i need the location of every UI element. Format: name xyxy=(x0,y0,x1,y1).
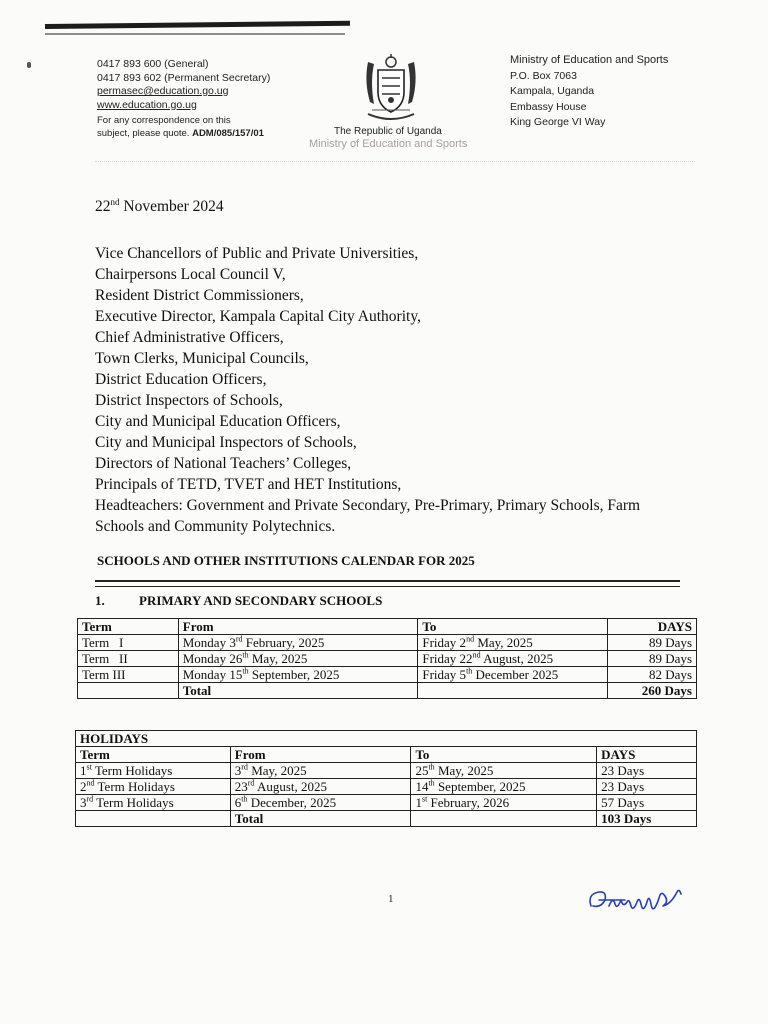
ordinal: th xyxy=(466,666,473,676)
addressee-line: Principals of TETD, TVET and HET Institutions, xyxy=(95,476,402,493)
ordinal: nd xyxy=(472,650,481,660)
from-text: February, 2025 xyxy=(242,635,325,650)
to-text: Friday 2 xyxy=(422,635,467,650)
addressee-line: City and Municipal Education Officers, xyxy=(95,413,341,430)
to-cell xyxy=(411,779,597,795)
total-label: Total xyxy=(178,683,418,699)
addressee-line: Chairpersons Local Council V, xyxy=(95,266,286,283)
phone-general: 0417 893 600 (General) xyxy=(97,58,209,70)
from-text: Monday 15 xyxy=(182,667,243,682)
website-link[interactable]: www.education.go.ug xyxy=(97,98,197,111)
from-text: Monday 3 xyxy=(182,635,236,650)
letterhead-bar-shadow xyxy=(45,33,345,35)
from-cell xyxy=(230,763,411,779)
term-cell: Term II xyxy=(78,651,179,667)
phone-permanent-secretary: 0417 893 602 (Permanent Secretary) xyxy=(97,71,271,84)
date-day: 22 xyxy=(95,198,111,215)
addressee-line: Chief Administrative Officers, xyxy=(95,329,284,346)
ordinal: th xyxy=(428,778,435,788)
section-number: 1. xyxy=(95,593,105,608)
to-text: May, 2025 xyxy=(434,763,494,778)
from-text: September, 2025 xyxy=(248,667,340,682)
term-cell xyxy=(76,779,231,795)
addressee-line: Resident District Commissioners, xyxy=(95,287,304,304)
holidays-caption: HOLIDAYS xyxy=(76,731,697,747)
calendar-title: SCHOOLS AND OTHER INSTITUTIONS CALENDAR FOR 2025 xyxy=(97,553,475,568)
date-suffix: nd xyxy=(110,196,120,207)
email-link[interactable]: permasec@education.go.ug xyxy=(97,85,229,97)
address-line: Embassy House xyxy=(510,100,587,113)
to-text: May, 2025 xyxy=(474,635,533,650)
addressee-list xyxy=(95,243,705,537)
addressee-line: District Education Officers, xyxy=(95,371,267,388)
from-cell xyxy=(178,635,418,651)
term-cell xyxy=(76,795,231,811)
column-header: DAYS xyxy=(597,747,697,763)
term-cell xyxy=(76,763,231,779)
addressee-line: Town Clerks, Municipal Councils, xyxy=(95,350,309,367)
to-text: February, 2026 xyxy=(427,795,510,810)
to-cell xyxy=(411,763,597,779)
letterhead-bar xyxy=(45,21,350,29)
terms-table xyxy=(77,618,697,699)
reference-number: ADM/085/157/01 xyxy=(192,127,264,139)
table-row xyxy=(78,651,697,667)
to-cell xyxy=(418,651,608,667)
address-line: P.O. Box 7063 xyxy=(510,69,577,82)
addressee-line: Executive Director, Kampala Capital City Authority, xyxy=(95,308,421,325)
ordinal: st xyxy=(86,762,92,772)
to-text: Friday 5 xyxy=(422,667,467,682)
republic-label: The Republic of Uganda xyxy=(334,126,442,137)
ministry-address-block xyxy=(510,53,668,131)
ordinal: th xyxy=(242,650,249,660)
to-text: 1 xyxy=(415,795,422,810)
ordinal: th xyxy=(428,762,435,772)
to-text: 14 xyxy=(415,779,429,794)
table-header-row xyxy=(76,747,697,763)
ordinal: st xyxy=(421,794,428,804)
from-cell xyxy=(230,779,411,795)
table-row xyxy=(78,667,697,683)
ordinal: nd xyxy=(86,778,95,788)
column-header: From xyxy=(178,619,418,635)
table-row xyxy=(78,635,697,651)
total-label: Total xyxy=(230,811,411,827)
term-text: Term Holidays xyxy=(93,795,174,810)
to-text: 25 xyxy=(415,763,429,778)
ordinal: rd xyxy=(235,634,243,644)
total-days: 103 Days xyxy=(597,811,697,827)
total-row xyxy=(76,811,697,827)
from-text: August, 2025 xyxy=(254,779,328,794)
total-row xyxy=(78,683,697,699)
addressee-line: City and Municipal Inspectors of Schools, xyxy=(95,434,357,451)
to-text: Friday 22 xyxy=(422,651,473,666)
title-double-rule xyxy=(95,580,680,587)
address-line: King George VI Way xyxy=(510,116,606,128)
total-days: 260 Days xyxy=(608,683,697,699)
addressee-line: Vice Chancellors of Public and Private Universities, xyxy=(95,245,419,262)
from-text: Monday 26 xyxy=(182,651,243,666)
days-cell: 82 Days xyxy=(608,667,697,683)
holidays-table xyxy=(75,730,697,827)
term-text: Term Holidays xyxy=(94,779,175,794)
punch-mark xyxy=(27,62,31,68)
addressee-line: Directors of National Teachers’ Colleges, xyxy=(95,455,352,472)
empty-cell xyxy=(78,683,179,699)
quote-prefix: subject, please quote. xyxy=(97,127,193,139)
ordinal: th xyxy=(242,666,249,676)
empty-cell xyxy=(418,683,608,699)
column-header: To xyxy=(411,747,597,763)
contact-block xyxy=(97,58,270,140)
from-cell xyxy=(230,795,411,811)
term-cell: Term III xyxy=(78,667,179,683)
from-text: 6 xyxy=(234,795,242,810)
from-text: May, 2025 xyxy=(247,763,307,778)
ordinal: th xyxy=(241,794,248,804)
column-header: Term xyxy=(76,747,231,763)
to-text: December 2025 xyxy=(472,667,559,682)
column-header: From xyxy=(230,747,411,763)
to-cell xyxy=(418,635,608,651)
from-text: 23 xyxy=(234,779,248,794)
ministry-faint-label: Ministry of Education and Sports xyxy=(309,138,468,150)
ordinal: rd xyxy=(247,778,255,788)
days-cell: 57 Days xyxy=(597,795,697,811)
from-cell xyxy=(178,667,418,683)
empty-cell xyxy=(76,811,231,827)
section-heading xyxy=(95,593,382,609)
page-number: 1 xyxy=(388,893,394,905)
days-cell: 23 Days xyxy=(597,779,697,795)
addressee-line: Schools and Community Polytechnics. xyxy=(95,518,336,535)
ordinal: rd xyxy=(241,762,248,772)
table-row xyxy=(76,763,697,779)
from-text: 3 xyxy=(234,763,242,778)
term-text: Term Holidays xyxy=(91,763,173,778)
term-text: 2 xyxy=(80,779,87,794)
date-rest: November 2024 xyxy=(119,198,224,215)
ordinal: rd xyxy=(86,794,94,804)
quote-instruction xyxy=(97,115,270,140)
signature-icon xyxy=(585,880,685,920)
empty-cell xyxy=(411,811,597,827)
to-text: September, 2025 xyxy=(434,779,526,794)
days-cell: 23 Days xyxy=(597,763,697,779)
term-text: 3 xyxy=(80,795,87,810)
to-cell xyxy=(418,667,608,683)
to-cell xyxy=(411,795,597,811)
from-cell xyxy=(178,651,418,667)
ordinal: nd xyxy=(466,634,475,644)
address-line: Kampala, Uganda xyxy=(510,85,595,97)
table-header-row xyxy=(78,619,697,635)
table-row xyxy=(76,779,697,795)
addressee-line: District Inspectors of Schools, xyxy=(95,392,283,409)
coat-of-arms-icon xyxy=(360,52,422,124)
table-row xyxy=(76,795,697,811)
column-header: DAYS xyxy=(608,619,697,635)
ministry-title: Ministry of Education and Sports xyxy=(510,54,669,66)
from-text: December, 2025 xyxy=(247,795,337,810)
header-divider xyxy=(95,161,695,162)
column-header: Term xyxy=(78,619,179,635)
to-text: August, 2025 xyxy=(480,651,554,666)
days-cell: 89 Days xyxy=(608,651,697,667)
days-cell: 89 Days xyxy=(608,635,697,651)
quote-line-1: For any correspondence on this xyxy=(97,115,231,126)
term-cell: Term I xyxy=(78,635,179,651)
term-text: 1 xyxy=(80,763,87,778)
letter-date xyxy=(95,198,224,216)
column-header: To xyxy=(418,619,608,635)
from-text: May, 2025 xyxy=(248,651,308,666)
quote-line-2 xyxy=(97,128,270,141)
section-title: PRIMARY AND SECONDARY SCHOOLS xyxy=(139,593,383,608)
table-caption-row xyxy=(76,731,697,747)
addressee-line: Headteachers: Government and Private Secondary, Pre-Primary, Primary Schools, Farm xyxy=(95,497,641,514)
